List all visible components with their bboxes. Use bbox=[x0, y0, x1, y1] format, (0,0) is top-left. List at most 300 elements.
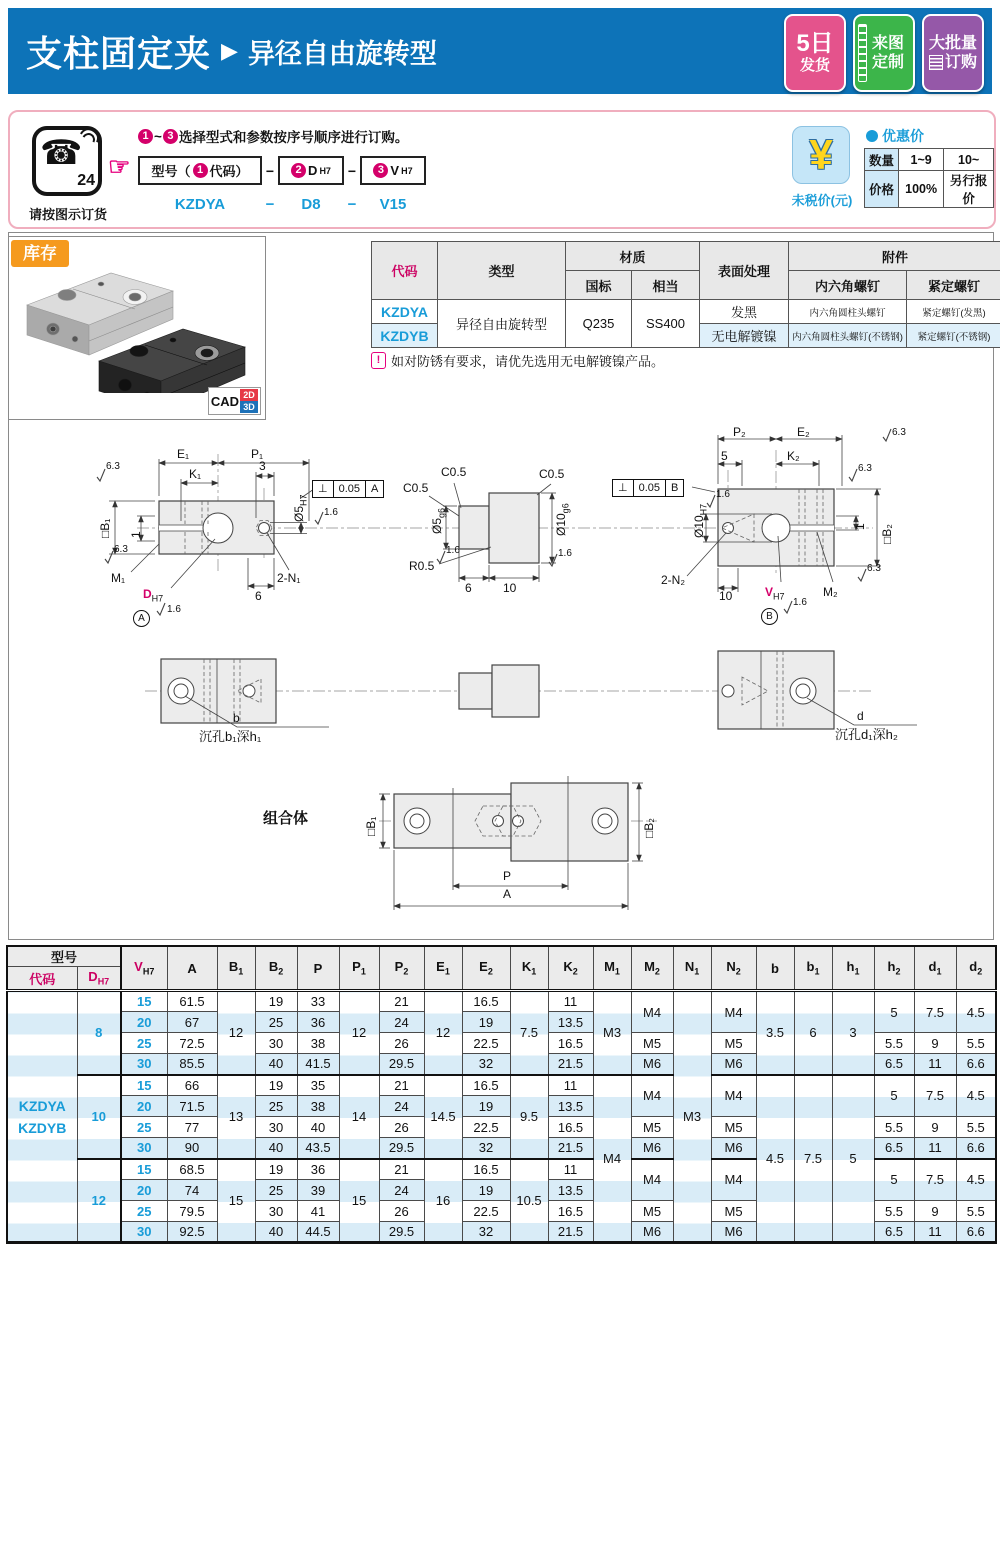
price-value: 100% bbox=[898, 171, 943, 208]
roughness-1-6: 1.6 bbox=[558, 548, 572, 559]
col-header: $M_2$ bbox=[631, 946, 673, 991]
dim-label-a: A bbox=[503, 887, 512, 901]
price-value: 另行报价 bbox=[944, 171, 994, 208]
cell: 10.5 bbox=[510, 1159, 548, 1243]
cell: 38 bbox=[297, 1033, 339, 1054]
dim-label-c05: C0.5 bbox=[539, 467, 565, 481]
cell: 20 bbox=[121, 1012, 167, 1033]
cell: 32 bbox=[462, 1138, 510, 1159]
cell: 7.5 bbox=[794, 1075, 832, 1243]
instruction-text: 选择型式和参数按序号顺序进行订购。 bbox=[178, 130, 409, 145]
spec-header-equiv: 相当 bbox=[632, 271, 700, 300]
cell: 67 bbox=[167, 1012, 217, 1033]
cell: 6.5 bbox=[874, 1222, 914, 1243]
cell: 6.6 bbox=[956, 1054, 996, 1075]
spec-table bbox=[371, 241, 1000, 348]
cell: M5 bbox=[631, 1033, 673, 1054]
cell: 72.5 bbox=[167, 1033, 217, 1054]
col-header: $K_1$ bbox=[510, 946, 548, 991]
cell: 22.5 bbox=[462, 1117, 510, 1138]
cell: 25 bbox=[121, 1201, 167, 1222]
phone-24-icon: ☎ 24 bbox=[32, 126, 102, 196]
step-number-3: 3 bbox=[163, 129, 178, 144]
cell: 21 bbox=[379, 1075, 424, 1096]
spec-hex-screw: 内六角圆柱头螺钉(不锈钢) bbox=[789, 324, 907, 348]
cell: M6 bbox=[711, 1138, 756, 1159]
cell: 9 bbox=[914, 1033, 956, 1054]
dimension-table bbox=[6, 945, 997, 1244]
cell: 19 bbox=[255, 1159, 297, 1180]
cell: 15 bbox=[217, 1159, 255, 1243]
spec-header-hex-screw: 内六角螺钉 bbox=[789, 271, 907, 300]
badge-line: 大批量 bbox=[928, 35, 977, 52]
col-header: $N_2$ bbox=[711, 946, 756, 991]
dim-label-b2: □B₂ bbox=[880, 524, 894, 544]
spec-surface: 无电解镀镍 bbox=[700, 324, 789, 348]
cell: KZDYA KZDYB bbox=[7, 991, 77, 1243]
cell: 9 bbox=[914, 1201, 956, 1222]
price-table bbox=[864, 148, 994, 208]
cell: 4.5 bbox=[956, 1075, 996, 1117]
cell: 12 bbox=[217, 991, 255, 1075]
cell: 25 bbox=[255, 1012, 297, 1033]
col-header: $E_2$ bbox=[462, 946, 510, 991]
dim-label-m1: M₁ bbox=[111, 571, 126, 585]
spec-header-type: 类型 bbox=[438, 242, 566, 300]
cell: 5.5 bbox=[874, 1033, 914, 1054]
badge-line: 订购 bbox=[929, 53, 977, 72]
cell: 13.5 bbox=[548, 1012, 593, 1033]
cell: 24 bbox=[379, 1096, 424, 1117]
spec-header-accessory: 附件 bbox=[789, 242, 1000, 271]
product-detail-section bbox=[8, 232, 994, 940]
cell: M5 bbox=[711, 1201, 756, 1222]
cell: 66 bbox=[167, 1075, 217, 1096]
dim-label-10: 10 bbox=[719, 589, 733, 603]
col-header: $E_1$ bbox=[424, 946, 462, 991]
cell: M4 bbox=[711, 991, 756, 1033]
dim-label-6: 6 bbox=[255, 589, 262, 603]
cell: 30 bbox=[121, 1054, 167, 1075]
spec-hex-screw: 内六角圆柱头螺钉 bbox=[789, 300, 907, 324]
cell: 19 bbox=[462, 1180, 510, 1201]
spec-table-wrap bbox=[371, 241, 1000, 348]
model-number-format bbox=[138, 156, 426, 185]
title-bar bbox=[8, 8, 992, 94]
cell: 43.5 bbox=[297, 1138, 339, 1159]
badge-5day-shipping bbox=[784, 14, 846, 92]
cell: 3.5 bbox=[756, 991, 794, 1075]
cell: 74 bbox=[167, 1180, 217, 1201]
cell: 19 bbox=[255, 991, 297, 1012]
col-header: $h_2$ bbox=[874, 946, 914, 991]
cell: 16 bbox=[424, 1159, 462, 1243]
spec-code: KZDYA bbox=[372, 300, 438, 324]
cell: 14.5 bbox=[424, 1075, 462, 1159]
cell: 16.5 bbox=[548, 1033, 593, 1054]
cell: 40 bbox=[255, 1138, 297, 1159]
roughness-6-3: 6.3 bbox=[114, 544, 128, 555]
cell: 12 bbox=[424, 991, 462, 1075]
cell: 8 bbox=[77, 991, 121, 1075]
spec-header-surface: 表面处理 bbox=[700, 242, 789, 300]
spec-surface: 发黑 bbox=[700, 300, 789, 324]
cell: M6 bbox=[711, 1054, 756, 1075]
cell: 7.5 bbox=[914, 1159, 956, 1201]
cell: 16.5 bbox=[462, 1075, 510, 1096]
cell: M6 bbox=[631, 1138, 673, 1159]
col-header: P bbox=[297, 946, 339, 991]
spec-code: KZDYB bbox=[372, 324, 438, 348]
qty-range: 1~9 bbox=[898, 149, 943, 171]
dim-label-e2: E₂ bbox=[797, 425, 810, 439]
cell: M6 bbox=[711, 1222, 756, 1243]
cell: 6 bbox=[794, 991, 832, 1075]
dim-label-k1: K₁ bbox=[189, 467, 202, 481]
dim-label-b2: □B₂ bbox=[642, 818, 656, 838]
model-code-box: 型号（ 1 代码） bbox=[138, 156, 262, 185]
cell: 68.5 bbox=[167, 1159, 217, 1180]
badge-group bbox=[784, 14, 984, 92]
untaxed-price-label: 未税价(元) bbox=[791, 193, 853, 208]
cell: M5 bbox=[631, 1117, 673, 1138]
dim-label-c05: C0.5 bbox=[403, 481, 429, 495]
cell: 7.5 bbox=[510, 991, 548, 1075]
cell: 16.5 bbox=[462, 991, 510, 1012]
cell: 29.5 bbox=[379, 1222, 424, 1243]
yen-price-icon: ¥ bbox=[792, 126, 850, 184]
cell: 22.5 bbox=[462, 1033, 510, 1054]
cell: 24 bbox=[379, 1180, 424, 1201]
price-label: 价格 bbox=[865, 171, 899, 208]
col-header: b bbox=[756, 946, 794, 991]
cell: 10 bbox=[77, 1075, 121, 1159]
cell: M6 bbox=[631, 1222, 673, 1243]
roughness-1-6: 1.6 bbox=[167, 604, 181, 615]
cell: 36 bbox=[297, 1012, 339, 1033]
col-header: $B_2$ bbox=[255, 946, 297, 991]
cad-label: CAD bbox=[210, 393, 239, 409]
stock-badge: 库存 bbox=[11, 240, 69, 267]
cell: 40 bbox=[255, 1054, 297, 1075]
cell: 36 bbox=[297, 1159, 339, 1180]
ruler-icon bbox=[858, 24, 867, 82]
col-header: $P_2$ bbox=[379, 946, 424, 991]
v-param-box: 3 V H7 bbox=[360, 156, 426, 185]
cell: 40 bbox=[255, 1222, 297, 1243]
cell: 21 bbox=[379, 1159, 424, 1180]
qty-range: 10~ bbox=[944, 149, 994, 171]
roughness-6-3: 6.3 bbox=[858, 463, 872, 474]
cell: 4.5 bbox=[956, 991, 996, 1033]
blue-dot-icon bbox=[866, 130, 878, 142]
engineering-drawing bbox=[9, 426, 993, 939]
cell: 25 bbox=[255, 1096, 297, 1117]
cell: 30 bbox=[121, 1138, 167, 1159]
counterbore-b-label: b bbox=[233, 711, 240, 725]
dim-label-dh7: $D_{H7}$ bbox=[143, 587, 164, 604]
spec-header-material: 材质 bbox=[566, 242, 700, 271]
cell: 30 bbox=[255, 1201, 297, 1222]
col-header: $b_1$ bbox=[794, 946, 832, 991]
cell: 39 bbox=[297, 1180, 339, 1201]
counterbore-d-label: d bbox=[857, 709, 864, 723]
dash: − bbox=[265, 162, 275, 179]
dim-label-p2: P₂ bbox=[733, 425, 746, 439]
cell: 5.5 bbox=[956, 1201, 996, 1222]
spec-header-code: 代码 bbox=[372, 242, 438, 300]
ordering-section bbox=[8, 110, 996, 229]
dim-label-10: 10 bbox=[503, 581, 517, 595]
cad-2d-badge: 2D bbox=[240, 389, 258, 401]
cell: 4.5 bbox=[956, 1159, 996, 1201]
roughness-6-3: 6.3 bbox=[106, 461, 120, 472]
cell: 61.5 bbox=[167, 991, 217, 1012]
col-header: $h_1$ bbox=[832, 946, 874, 991]
col-header: $d_2$ bbox=[956, 946, 996, 991]
dim-label-r05: R0.5 bbox=[409, 559, 435, 573]
dim-label-b1: □B₁ bbox=[98, 518, 112, 538]
cell: 7.5 bbox=[914, 991, 956, 1033]
dim-label-k2: K₂ bbox=[787, 449, 800, 463]
cell: 5 bbox=[874, 1075, 914, 1117]
cell: 29.5 bbox=[379, 1054, 424, 1075]
dim-label-2n1: 2-N₁ bbox=[277, 571, 301, 585]
cell: 7.5 bbox=[914, 1075, 956, 1117]
cell: 13.5 bbox=[548, 1096, 593, 1117]
counterbore-b-note: 沉孔b₁深h₁ bbox=[199, 729, 262, 744]
counterbore-d-note: 沉孔d₁深h₂ bbox=[835, 727, 898, 742]
cell: 5 bbox=[874, 1159, 914, 1201]
note-text: 如对防锈有要求，请优先选用无电解镀镍产品。 bbox=[391, 354, 665, 369]
cad-3d-badge: 3D bbox=[240, 401, 258, 413]
dim-label-dia5g6: $Ø5_{g6}$ bbox=[430, 507, 447, 534]
cell: 92.5 bbox=[167, 1222, 217, 1243]
cell: M4 bbox=[593, 1075, 631, 1243]
cell: 6.6 bbox=[956, 1138, 996, 1159]
spec-gb-value: Q235 bbox=[566, 300, 632, 348]
tolerance-frame-a: ⊥ 0.05 A bbox=[312, 480, 384, 498]
dim-label-2n2: 2-N₂ bbox=[661, 573, 685, 587]
cell: 21 bbox=[379, 991, 424, 1012]
cell: 85.5 bbox=[167, 1054, 217, 1075]
cell: 5 bbox=[874, 991, 914, 1033]
dim-label-6: 6 bbox=[465, 581, 472, 595]
spec-equiv-value: SS400 bbox=[632, 300, 700, 348]
discount-price-legend: 优惠价 bbox=[866, 126, 924, 146]
col-header: A bbox=[167, 946, 217, 991]
cell: 41 bbox=[297, 1201, 339, 1222]
cell: 32 bbox=[462, 1222, 510, 1243]
col-header: $d_1$ bbox=[914, 946, 956, 991]
cell: 20 bbox=[121, 1180, 167, 1201]
cell: 20 bbox=[121, 1096, 167, 1117]
cell: 6.5 bbox=[874, 1054, 914, 1075]
cell: 26 bbox=[379, 1201, 424, 1222]
cell: 32 bbox=[462, 1054, 510, 1075]
cell: 79.5 bbox=[167, 1201, 217, 1222]
cell: M5 bbox=[631, 1201, 673, 1222]
cell: 11 bbox=[548, 1159, 593, 1180]
cell: M4 bbox=[631, 991, 673, 1033]
dim-label-b1: □B₁ bbox=[364, 816, 378, 836]
step-number-1: 1 bbox=[138, 129, 153, 144]
cell: 15 bbox=[121, 1159, 167, 1180]
cell: 26 bbox=[379, 1033, 424, 1054]
dim-label-m2: M₂ bbox=[823, 585, 838, 599]
dim-label-p: P bbox=[503, 869, 512, 883]
spec-header-set-screw: 紧定螺钉 bbox=[907, 271, 1000, 300]
col-header: $N_1$ bbox=[673, 946, 711, 991]
cell: 25 bbox=[121, 1033, 167, 1054]
spec-type-value: 异径自由旋转型 bbox=[438, 300, 566, 348]
drawing-linework bbox=[9, 426, 993, 939]
cell: M5 bbox=[711, 1117, 756, 1138]
cell: 40 bbox=[297, 1117, 339, 1138]
roughness-1-6: 1.6 bbox=[446, 545, 460, 556]
anti-rust-note bbox=[371, 351, 664, 370]
product-photo-box bbox=[8, 236, 266, 420]
cell: 13.5 bbox=[548, 1180, 593, 1201]
dim-label-e1: E₁ bbox=[177, 447, 190, 461]
cell: M5 bbox=[711, 1033, 756, 1054]
cell: M4 bbox=[711, 1075, 756, 1117]
cell: 77 bbox=[167, 1117, 217, 1138]
cell: 9.5 bbox=[510, 1075, 548, 1159]
col-header: $P_1$ bbox=[339, 946, 379, 991]
dimension-table-wrap bbox=[6, 945, 997, 1244]
col-header: $B_1$ bbox=[217, 946, 255, 991]
pointing-finger-icon: ☞ bbox=[108, 153, 131, 181]
page-title: 支柱固定夹 bbox=[26, 32, 212, 74]
cell: 44.5 bbox=[297, 1222, 339, 1243]
cell: 35 bbox=[297, 1075, 339, 1096]
cell: 21.5 bbox=[548, 1054, 593, 1075]
dim-label-dia10h7: $Ø10_{H7}$ bbox=[692, 503, 709, 538]
col-header-code: 代码 bbox=[7, 967, 77, 991]
d-param-box: 2 D H7 bbox=[278, 156, 344, 185]
spec-set-screw: 紧定螺钉(不锈钢) bbox=[907, 324, 1000, 348]
cell: 11 bbox=[548, 1075, 593, 1096]
tolerance-frame-b: ⊥ 0.05 B bbox=[612, 479, 684, 497]
roughness-1-6: 1.6 bbox=[716, 489, 730, 500]
dim-label-vh7: $V_{H7}$ bbox=[765, 585, 785, 602]
badge-line: 5日 bbox=[796, 30, 834, 57]
dim-label-c05: C0.5 bbox=[441, 465, 467, 479]
badge-line: 来图 bbox=[871, 35, 904, 52]
phone-caption: 请按图示订货 bbox=[28, 207, 107, 222]
badge-bulk-order bbox=[922, 14, 984, 92]
cell: 19 bbox=[462, 1096, 510, 1117]
cell: 14 bbox=[339, 1075, 379, 1159]
datum-a-flag: A bbox=[133, 610, 150, 627]
col-header: $M_1$ bbox=[593, 946, 631, 991]
cell: 3 bbox=[832, 991, 874, 1075]
dim-label-p1: P₁ bbox=[251, 447, 264, 461]
cell: 21.5 bbox=[548, 1222, 593, 1243]
note-icon: ! bbox=[371, 352, 386, 369]
cell: 4.5 bbox=[756, 1075, 794, 1243]
cell: 16.5 bbox=[548, 1117, 593, 1138]
dim-label-5: 5 bbox=[721, 449, 728, 463]
cell: 30 bbox=[255, 1117, 297, 1138]
product-photo bbox=[15, 263, 257, 393]
cell: M3 bbox=[593, 991, 631, 1075]
cell: 33 bbox=[297, 991, 339, 1012]
cell: 5.5 bbox=[956, 1117, 996, 1138]
cell: M4 bbox=[631, 1075, 673, 1117]
roughness-6-3: 6.3 bbox=[867, 563, 881, 574]
cell: 5.5 bbox=[874, 1201, 914, 1222]
col-header-d: $D_{H7}$ bbox=[77, 967, 121, 991]
cell: 16.5 bbox=[462, 1159, 510, 1180]
ordering-instruction: 1 ~ 3 选择型式和参数按序号顺序进行订购。 bbox=[138, 126, 408, 146]
col-header: $V_{H7}$ bbox=[121, 946, 167, 991]
cell: 71.5 bbox=[167, 1096, 217, 1117]
cad-badge bbox=[208, 387, 261, 415]
dim-label-dia10g6: $Ø10_{g6}$ bbox=[554, 503, 571, 536]
cell: 19 bbox=[462, 1012, 510, 1033]
cell: M3 bbox=[673, 991, 711, 1243]
cell: 11 bbox=[548, 991, 593, 1012]
qty-label: 数量 bbox=[865, 149, 899, 171]
badge-custom-drawing bbox=[853, 14, 915, 92]
cell: 15 bbox=[121, 1075, 167, 1096]
cell: 22.5 bbox=[462, 1201, 510, 1222]
cell: 6.5 bbox=[874, 1138, 914, 1159]
assembly-label: 组合体 bbox=[263, 810, 309, 827]
roughness-6-3: 6.3 bbox=[892, 427, 906, 438]
dim-label-dia5h7: $Ø5_{H7}$ bbox=[292, 494, 309, 522]
cell: 13 bbox=[217, 1075, 255, 1159]
cell: 90 bbox=[167, 1138, 217, 1159]
cell: M4 bbox=[711, 1159, 756, 1201]
col-header-model: 型号 bbox=[7, 946, 121, 967]
cell: 6.6 bbox=[956, 1222, 996, 1243]
cell: 25 bbox=[255, 1180, 297, 1201]
dim-label-1: 1 bbox=[853, 523, 867, 530]
cell: 12 bbox=[77, 1159, 121, 1243]
badge-line: 发货 bbox=[799, 57, 830, 74]
cell: 15 bbox=[121, 991, 167, 1012]
cell: 19 bbox=[255, 1075, 297, 1096]
cell: 24 bbox=[379, 1012, 424, 1033]
cell: 30 bbox=[121, 1222, 167, 1243]
cell: 5.5 bbox=[956, 1033, 996, 1054]
cell: 21.5 bbox=[548, 1138, 593, 1159]
cell: 15 bbox=[339, 1159, 379, 1243]
spec-header-gb: 国标 bbox=[566, 271, 632, 300]
cell: 11 bbox=[914, 1054, 956, 1075]
cell: 38 bbox=[297, 1096, 339, 1117]
dim-label-3: 3 bbox=[259, 459, 266, 473]
cell: 11 bbox=[914, 1138, 956, 1159]
cell: M4 bbox=[631, 1159, 673, 1201]
cell: 12 bbox=[339, 991, 379, 1075]
cell: 26 bbox=[379, 1117, 424, 1138]
dash: − bbox=[347, 162, 357, 179]
datum-b-flag: B bbox=[761, 608, 778, 625]
cell: 30 bbox=[255, 1033, 297, 1054]
cell: 9 bbox=[914, 1117, 956, 1138]
cell: 5 bbox=[832, 1075, 874, 1243]
spec-set-screw: 紧定螺钉(发黑) bbox=[907, 300, 1000, 324]
cell: 41.5 bbox=[297, 1054, 339, 1075]
title-arrow-icon: ▶ bbox=[221, 38, 238, 63]
dim-label-1: 1 bbox=[129, 531, 143, 538]
page-subtitle: 异径自由旋转型 bbox=[247, 38, 437, 69]
order-form-icon bbox=[929, 55, 943, 70]
